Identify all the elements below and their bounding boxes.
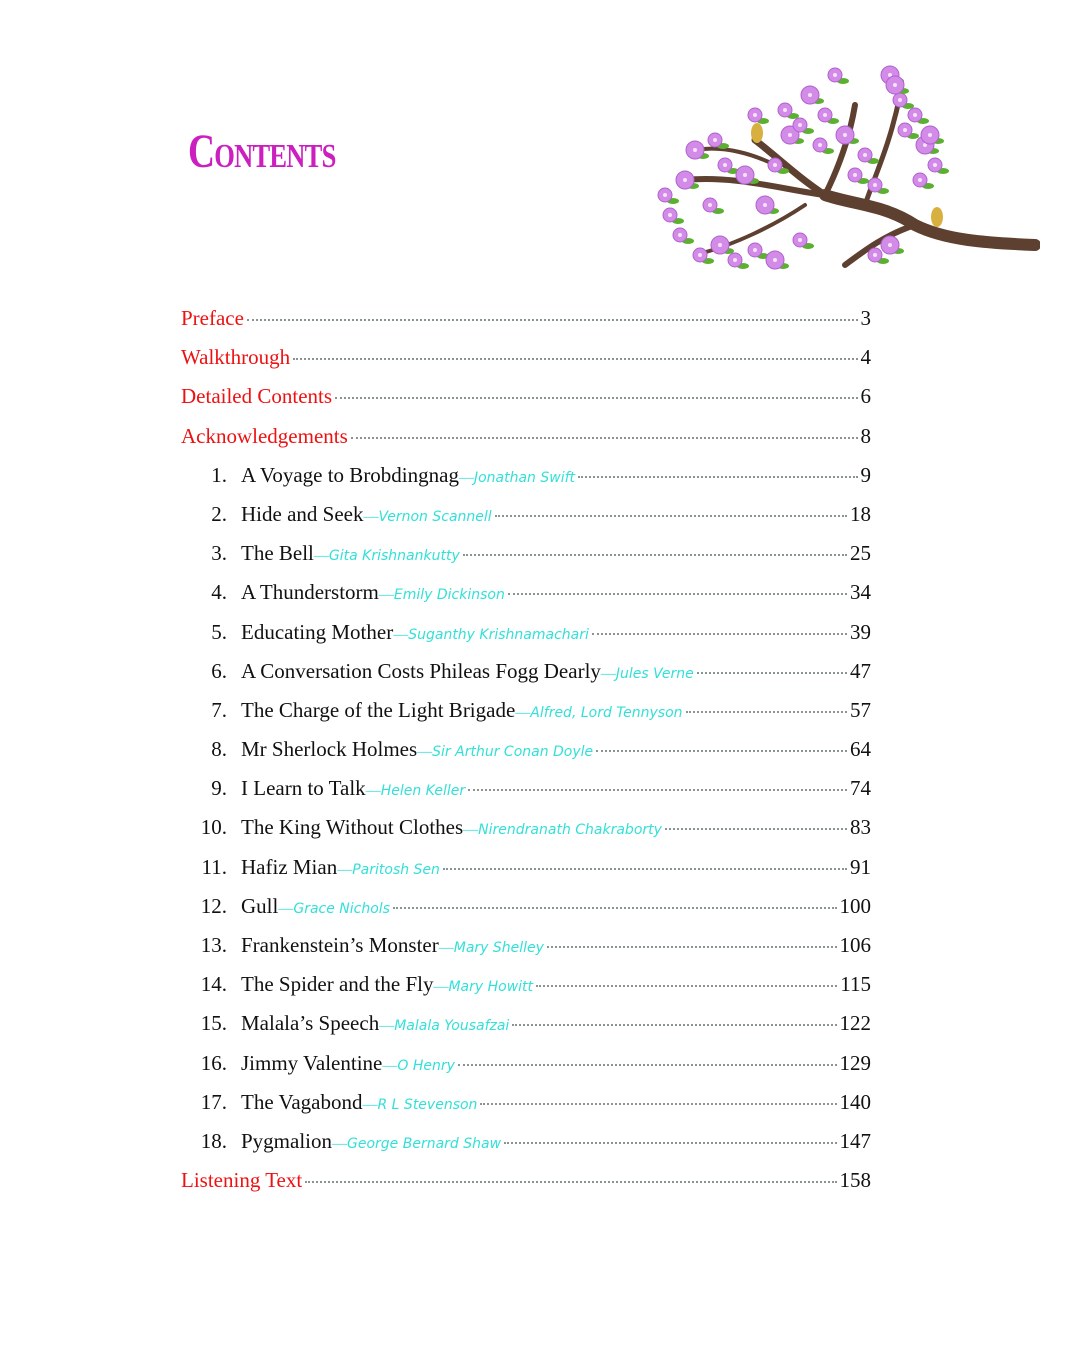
toc-page-number: 106 (839, 933, 871, 957)
toc-chapter-entry[interactable] (181, 698, 871, 737)
toc-page-number: 64 (850, 737, 871, 762)
toc-page-number: 147 (839, 1128, 871, 1153)
chapter-number: 2. (211, 501, 227, 526)
chapter-author: Mary Shelley (453, 940, 544, 956)
dot-leader (458, 1064, 837, 1066)
dot-leader (686, 711, 847, 713)
author-separator: — (463, 822, 479, 839)
dot-leader (480, 1103, 836, 1105)
toc-page-number: 3 (860, 306, 871, 330)
author-separator: — (515, 704, 531, 721)
chapter-title: Educating Mother (241, 619, 394, 644)
chapter-title: The Spider and the Fly (241, 972, 434, 997)
chapter-number: 5. (211, 619, 227, 644)
author-separator: — (378, 587, 394, 604)
dot-leader (335, 397, 857, 399)
toc-page-number: 4 (860, 345, 871, 370)
blossom-branch-illustration (625, 55, 1040, 295)
author-separator: — (458, 469, 474, 486)
dot-leader (495, 515, 847, 517)
chapter-author: Mary Howitt (448, 979, 534, 996)
dot-leader (536, 985, 837, 987)
toc-page-number: 34 (850, 580, 871, 605)
toc-chapter-entry[interactable] (181, 659, 871, 698)
chapter-author: Nirendranath Chakraborty (478, 822, 662, 839)
author-separator: — (332, 1135, 348, 1152)
chapter-number: 12. (200, 893, 227, 918)
chapter-title: I Learn to Talk (241, 776, 366, 801)
chapter-author: Suganthy Krishnamachari (408, 626, 589, 643)
chapter-title: Hafiz Mian (241, 854, 338, 879)
chapter-title: The King Without Clothes (241, 815, 464, 840)
toc-page-number: 18 (850, 501, 871, 526)
author-separator: — (365, 783, 381, 800)
toc-page-number: 6 (860, 384, 871, 409)
chapter-title: Pygmalion (241, 1128, 333, 1153)
chapter-number: 3. (211, 541, 227, 566)
chapter-number: 14. (200, 972, 227, 997)
chapter-title: The Charge of the Light Brigade (241, 697, 516, 722)
toc-entry[interactable] (181, 384, 871, 423)
dot-leader (305, 1181, 836, 1183)
dot-leader (393, 907, 837, 909)
dot-leader (247, 319, 858, 321)
dot-leader (443, 868, 847, 870)
author-separator: — (417, 744, 433, 761)
toc-page-number: 140 (839, 1089, 871, 1114)
chapter-title: Hide and Seek (241, 501, 364, 526)
toc-chapter-entry[interactable] (181, 815, 871, 854)
toc-chapter-entry[interactable] (181, 620, 871, 659)
toc-chapter-entry[interactable] (181, 1129, 871, 1168)
toc-entry[interactable] (181, 306, 871, 345)
toc-entry-label: Detailed Contents (181, 384, 333, 409)
chapter-number: 16. (200, 1050, 227, 1075)
toc-page-number: 25 (850, 541, 871, 566)
author-separator: — (600, 665, 616, 682)
toc-page-number: 39 (850, 619, 871, 644)
toc-chapter-entry[interactable] (181, 1090, 871, 1129)
toc-entry-label: Acknowledgements (181, 423, 348, 448)
dot-leader (508, 593, 847, 595)
chapter-author: Helen Keller (380, 783, 466, 800)
chapter-author: Gita Krishnankutty (328, 548, 460, 565)
chapter-number: 8. (211, 737, 227, 762)
chapter-number: 9. (211, 776, 227, 801)
chapter-author: Jules Verne (615, 665, 694, 682)
author-separator: — (438, 940, 454, 956)
chapter-author: R L Stevenson (377, 1096, 478, 1113)
chapter-number: 4. (211, 580, 227, 605)
toc-page-number: 122 (839, 1011, 871, 1036)
chapter-title: A Voyage to Brobdingnag (241, 462, 459, 487)
blossom-flowers-icon (658, 66, 949, 269)
chapter-title: Malala’s Speech (241, 1011, 380, 1036)
toc-page-number: 100 (839, 893, 871, 918)
page-title: Contents (188, 125, 336, 178)
author-separator: — (363, 508, 379, 525)
toc-chapter-entry[interactable] (181, 933, 871, 972)
chapter-author: Emily Dickinson (393, 587, 505, 604)
toc-chapter-entry[interactable] (181, 541, 871, 580)
chapter-number: 15. (200, 1011, 227, 1036)
author-separator: — (379, 1018, 395, 1035)
chapter-author: Jonathan Swift (473, 469, 576, 486)
chapter-title: Jimmy Valentine (241, 1050, 383, 1075)
toc-page-number: 57 (850, 697, 871, 722)
chapter-author: Paritosh Sen (352, 861, 440, 878)
chapter-number: 7. (211, 697, 227, 722)
author-separator: — (393, 626, 409, 643)
dot-leader (504, 1142, 836, 1144)
chapter-title: The Vagabond (241, 1089, 363, 1114)
chapter-title: A Conversation Costs Phileas Fogg Dearly (241, 658, 601, 683)
chapter-author: Grace Nichols (293, 900, 390, 917)
chapter-title: A Thunderstorm (241, 580, 379, 605)
chapter-title: Mr Sherlock Holmes (241, 737, 418, 762)
author-separator: — (278, 900, 294, 917)
toc-entry[interactable] (181, 424, 871, 463)
chapter-title: Gull (241, 893, 279, 918)
chapter-author: Alfred, Lord Tennyson (530, 704, 683, 721)
toc-entry-label: Preface (181, 306, 244, 330)
toc-chapter-entry[interactable] (181, 972, 871, 1011)
chapter-title: Frankenstein’s Monster (241, 933, 439, 957)
toc-chapter-entry[interactable] (181, 894, 871, 933)
chapter-author: Vernon Scannell (378, 508, 492, 525)
chapter-number: 13. (200, 933, 227, 957)
toc-page-number: 129 (839, 1050, 871, 1075)
toc-page-number: 47 (850, 658, 871, 683)
toc-chapter-entry[interactable] (181, 737, 871, 776)
toc-page-number: 115 (840, 972, 871, 997)
toc-chapter-entry[interactable] (181, 580, 871, 619)
dot-leader (468, 789, 847, 791)
toc-page-number: 8 (860, 423, 871, 448)
toc-chapter-entry[interactable] (181, 463, 871, 502)
chapter-number: 17. (200, 1089, 227, 1114)
toc-entry[interactable] (181, 1168, 871, 1207)
toc-page-number: 83 (850, 815, 871, 840)
toc-entry-label: Walkthrough (181, 345, 291, 370)
chapter-number: 18. (200, 1128, 227, 1153)
dot-leader (293, 358, 857, 360)
author-separator: — (382, 1057, 398, 1074)
toc-page-number: 91 (850, 854, 871, 879)
toc-chapter-entry[interactable] (181, 855, 871, 894)
toc-entry[interactable] (181, 345, 871, 384)
dot-leader (351, 437, 858, 439)
dot-leader (578, 476, 857, 478)
chapter-number: 10. (200, 815, 227, 840)
chapter-number: 6. (211, 658, 227, 683)
table-of-contents (181, 306, 871, 1207)
chapter-number: 1. (211, 462, 227, 487)
dot-leader (697, 672, 847, 674)
chapter-number: 11. (201, 854, 227, 879)
author-separator: — (362, 1096, 378, 1113)
dot-leader (592, 633, 847, 635)
toc-chapter-entry[interactable] (181, 1051, 871, 1090)
toc-chapter-entry[interactable] (181, 1011, 871, 1050)
dot-leader (547, 946, 837, 948)
author-separator: — (313, 548, 329, 565)
dot-leader (596, 750, 847, 752)
dot-leader (512, 1024, 836, 1026)
dot-leader (463, 554, 847, 556)
chapter-author: Sir Arthur Conan Doyle (432, 744, 594, 761)
author-separator: — (337, 861, 353, 878)
toc-chapter-entry[interactable] (181, 776, 871, 815)
toc-page-number: 9 (860, 462, 871, 487)
chapter-author: George Bernard Shaw (347, 1135, 502, 1152)
chapter-author: Malala Yousafzai (394, 1018, 510, 1035)
dot-leader (665, 828, 847, 830)
author-separator: — (433, 979, 449, 996)
chapter-title: The Bell (241, 541, 314, 566)
toc-chapter-entry[interactable] (181, 502, 871, 541)
chapter-author: O Henry (397, 1057, 455, 1074)
toc-page-number: 74 (850, 776, 871, 801)
toc-page-number: 158 (839, 1168, 871, 1193)
toc-entry-label: Listening Text (181, 1168, 303, 1193)
